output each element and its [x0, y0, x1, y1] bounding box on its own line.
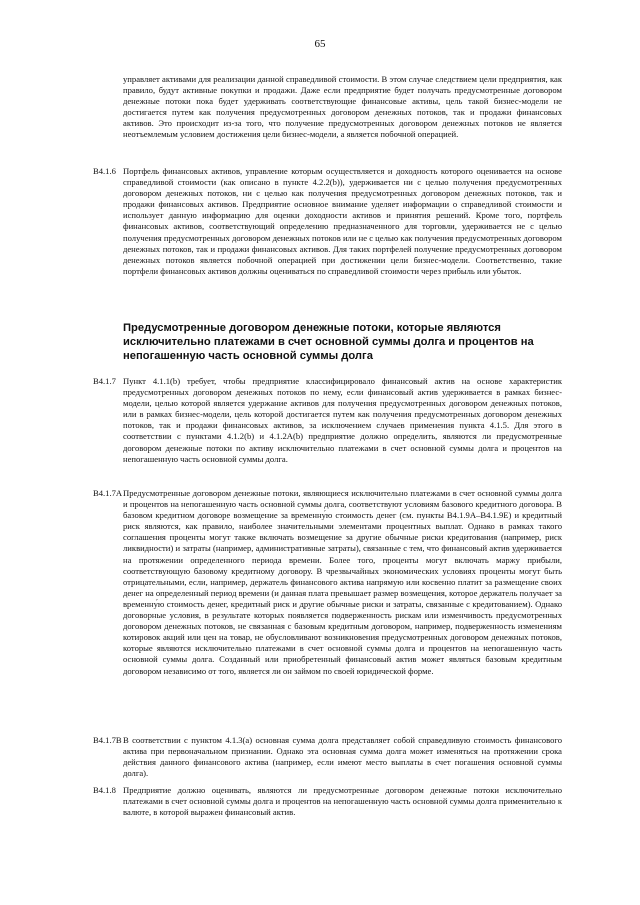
paragraph-text: Предприятие должно оценивать, являются ли предусмотренные договором денежные потоки исключительно платежами в счет основной суммы долга и процентов на непогашенную часть основной суммы долга применительно к валюте, в которой выражен финансовый актив.	[123, 785, 562, 818]
paragraph-number: B4.1.8	[93, 785, 116, 795]
paragraph-number: B4.1.7B	[93, 735, 122, 745]
paragraph-number: B4.1.6	[93, 166, 116, 176]
paragraph-text: Портфель финансовых активов, управление которым осуществляется и доходность которого оценивается на основе справедливой стоимости (как описано в пункте 4.2.2(b)), удерживается ни с целью получения предусмотренных договором денежных потоков, ни с целью как получения предусмотренных договором денежных потоков, так и продажи финансовых активов. Предприятие основное внимание уделяет информации о справедливой стоимости и использует данную информацию для оценки доходности активов и принятия решений. Кроме того, портфель финансовых активов, соответствующий определению предназначенного для торговли, удерживается не с целью получения предусмотренных договором денежных потоков или не с целью как получения предусмотренных договором денежных потоков, так и продажи финансовых активов. Для таких портфелей получение предусмотренных договором денежных потоков является побочной операцией при достижении цели бизнес-модели. Соответственно, такие портфели финансовых активов должны оцениваться по справедливой стоимости через прибыль или убыток.	[123, 166, 562, 276]
paragraph-text: Предусмотренные договором денежные потоки, являющиеся исключительно платежами в счет основной суммы долга и процентов на непогашенную часть основной суммы долга, соответствуют условиям базового кредитного договора. В базовом кредитном договоре возмещение за временну́ю стоимость денег (см. пункты B4.1.9A–B4.1.9E) и кредитный риск являются, как правило, наиболее значительными элементами процентных выплат. Однако в рамках такого соглашения проценты могут также включать возмещение за другие обычные риски кредитования (например, риск ликвидности) и затраты (например, административные затраты), связанные с тем, что финансовый актив удерживается на протяжении определенного периода времени. Более того, проценты могут включать маржу прибыли, соответствующую базовому кредитному договору. В чрезвычайных экономических условиях проценты могут быть отрицательными, если, например, держатель финансового актива напрямую или косвенно платит за размещение своих денег на определенный период времени (и данная плата превышает размер возмещения, которое держатель получает за временну́ю стоимость денег, кредитный риск и другие обычные риски и затраты, связанные с кредитованием). Однако договорные условия, в результате которых появляется подверженность рискам или изменчивость предусмотренных договором денежных потоков, не связанная с базовым кредитным договором, например, подверженность изменениям котировок акций или цен на товар, не обусловливают возникновения предусмотренных договором денежных потоков, которые являются исключительно платежами в счет основной суммы долга и процентов на непогашенную часть основной суммы долга. Созданный или приобретенный финансовый актив может являться базовым кредитным договором независимо от того, является ли он займом по своей юридической форме.	[123, 488, 562, 676]
intro-paragraph-text: управляет активами для реализации данной справедливой стоимости. В этом случае следствием цели предприятия, как правило, будут активные покупки и продажи. Даже если предприятие будет получать предусмотренные договором денежные потоки пока будет удерживать соответствующие финансовые активы, цель такой бизнес-модели не достигается путем как получения предусмотренных договором денежных потоков, так и продажи финансовых активов. Это происходит из-за того, что получение предусмотренных договором денежных потоков не является неотъемлемым условием достижения цели бизнес-модели, а является побочной операцией.	[123, 74, 562, 140]
paragraph-number: B4.1.7	[93, 376, 116, 386]
section-heading: Предусмотренные договором денежные потоки, которые являются исключительно платежами в счет основной суммы долга и процентов на непогашенную часть основной суммы долга	[123, 322, 534, 362]
paragraph-text: Пункт 4.1.1(b) требует, чтобы предприятие классифицировало финансовый актив на основе характеристик предусмотренных договором денежных потоков по нему, если финансовый актив удерживается в рамках бизнес-модели, целью которой является удержание активов для получения предусмотренных договором денежных потоков, или в рамках бизнес-модели, цель которой достигается путем как получения предусмотренных договором денежных потоков, так и продажи финансовых активов, за исключением случаев применения пункта 4.1.5. Для этого в соответствии с пунктами 4.1.2(b) и 4.1.2A(b) предприятие должно определить, являются ли предусмотренные договором денежные потоки по активу исключительно платежами в счет основной суммы долга и процентов на непогашенную часть основной суммы долга.	[123, 376, 562, 464]
page-number: 65	[314, 38, 326, 50]
paragraph-text: В соответствии с пунктом 4.1.3(a) основная сумма долга представляет собой справедливую стоимость финансового актива при первоначальном признании. Однако эта основная сумма долга может изменяться на протяжении срока действия данного финансового актива (например, если имеют место выплаты в счет погашения основной суммы долга).	[123, 735, 562, 779]
paragraph-number: B4.1.7A	[93, 488, 123, 498]
